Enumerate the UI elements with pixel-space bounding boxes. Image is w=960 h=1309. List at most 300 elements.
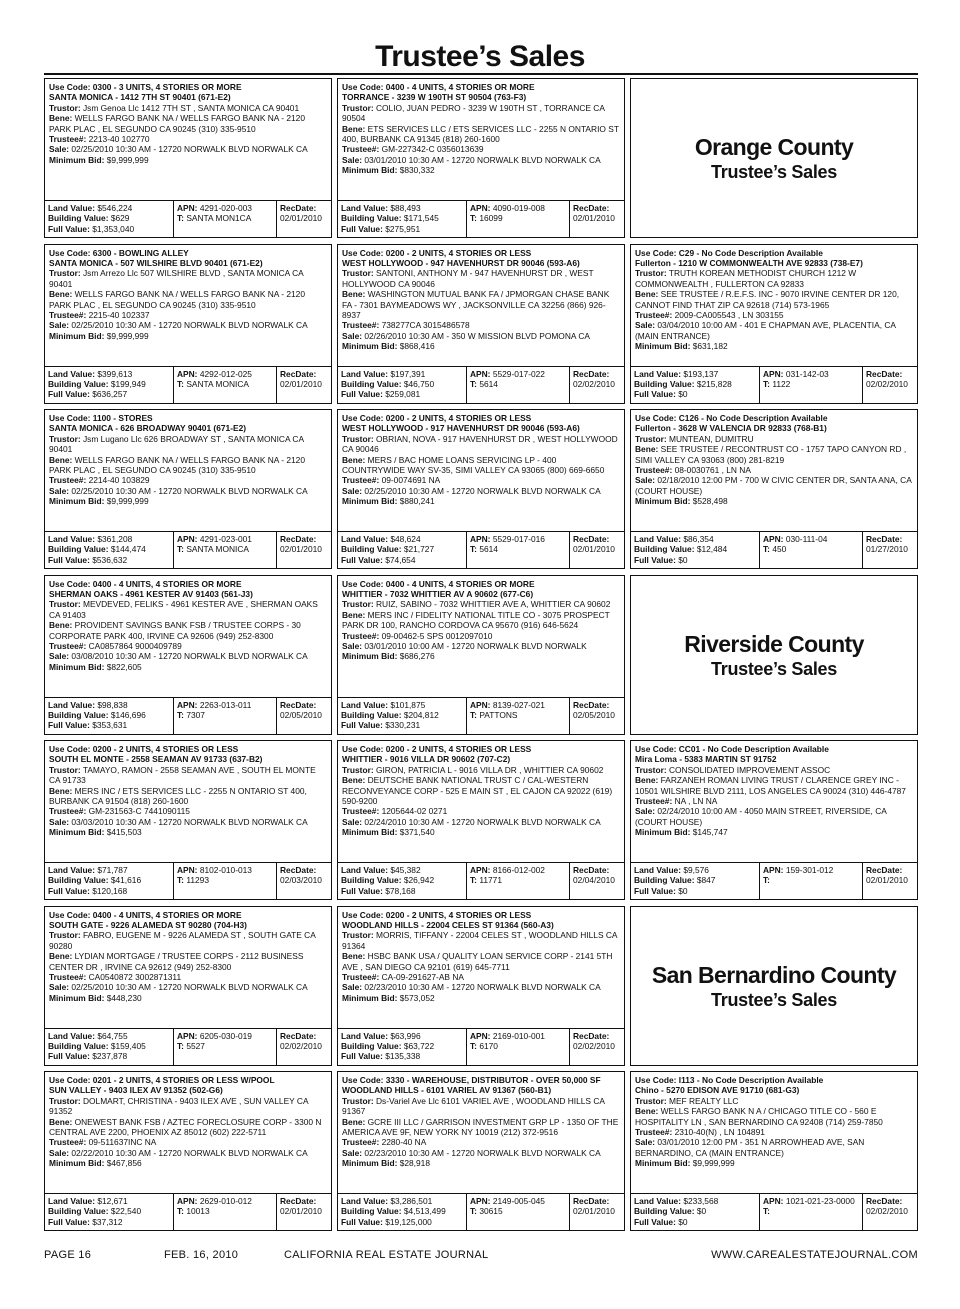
sale-info-value: 02/18/2010 12:00 PM - 700 W CIVIC CENTER DR, SANTA ANA, CA (COURT HOUSE) <box>635 475 912 496</box>
listing-body <box>342 910 620 1028</box>
apn <box>470 865 566 875</box>
trustee-number-value: 2213-40 102770 <box>88 134 150 145</box>
building-value-label: Building Value: <box>341 875 402 886</box>
minimum-bid <box>49 155 327 165</box>
recdate-cell <box>569 1194 624 1230</box>
building-value-label: Building Value: <box>48 544 109 555</box>
property-address <box>49 589 327 599</box>
apn-value: 2629-010-012 <box>199 1196 252 1206</box>
apn-value: 1021-021-23-0000 <box>785 1196 855 1206</box>
trustor <box>49 930 327 951</box>
use-code-label: Use Code: <box>635 1075 677 1085</box>
values-cell <box>45 1029 173 1065</box>
building-value-value: $12,484 <box>696 544 728 555</box>
use-code-value: I113 - No Code Description Available <box>678 1075 824 1085</box>
building-value-value: $146,696 <box>110 709 146 720</box>
sale-info-value: 02/25/2010 10:30 AM - 12720 NORWALK BLVD NORWALK CA <box>71 320 308 331</box>
land-value <box>48 1196 170 1206</box>
building-value-label: Building Value: <box>341 378 402 389</box>
trustor <box>342 268 620 289</box>
beneficiary-label: Bene: <box>342 775 366 786</box>
listing-body <box>342 579 620 697</box>
recdate-label <box>866 1196 914 1206</box>
tract-label: T: <box>470 1206 477 1217</box>
full-value <box>48 1051 170 1061</box>
trustor-label: Trustor: <box>342 764 374 775</box>
use-code-label: Use Code: <box>342 247 384 258</box>
tract <box>177 1206 273 1216</box>
listing-body <box>342 248 620 366</box>
apn-cell <box>466 367 569 403</box>
land-value-label: Land Value: <box>341 368 389 379</box>
trustor <box>49 599 327 620</box>
sale-info-value: 03/03/2010 10:30 AM - 12720 NORWALK BLVD NORWALK CA <box>71 816 308 827</box>
building-value-label: Building Value: <box>48 1040 109 1051</box>
minimum-bid-label: Minimum Bid: <box>49 992 105 1003</box>
tract <box>177 1041 273 1051</box>
beneficiary <box>49 1117 327 1138</box>
sale-info-value: 02/25/2010 10:30 AM - 12720 NORWALK BLVD NORWALK CA <box>71 982 308 993</box>
full-value-value: $330,231 <box>385 720 421 731</box>
recdate-value: 02/01/2010 <box>573 544 615 555</box>
use-code-value: 0400 - 4 UNITS, 4 STORIES OR MORE <box>92 909 242 920</box>
trustee-number-value: 2280-40 NA <box>381 1137 427 1148</box>
listing-body <box>635 413 913 531</box>
sale-info <box>635 1137 913 1158</box>
beneficiary-value: WELLS FARGO BANK N A / CHICAGO TITLE CO - 560 E HOSPITALITY LN , SAN BERNARDINO CA 92408 (714) 259-7850 <box>635 1106 883 1127</box>
land-value-label: Land Value: <box>341 1030 389 1041</box>
beneficiary-value: FARZANEH ROMAN LIVING TRUST / CLARENCE GREY INC - 10501 WILSHIRE BLVD 2111, LOS ANGELES CA 90024 (310) 446-4787 <box>635 775 906 796</box>
property-address-value: SUN VALLEY - 9403 ILEX AV 91352 (502-G6) <box>49 1085 223 1096</box>
san-bernardino-county-header-subtitle: Trustee’s Sales <box>711 989 837 1010</box>
use-code-label: Use Code: <box>49 413 91 423</box>
apn-cell <box>759 1194 862 1230</box>
minimum-bid-value: $573,052 <box>399 992 435 1003</box>
building-value-value: $46,750 <box>403 378 435 389</box>
recdate-label-text: RecDate: <box>280 699 317 710</box>
minimum-bid <box>49 1158 327 1168</box>
trustee-number-value: GM-227342-C 0356013639 <box>381 144 484 155</box>
listing-body <box>342 1075 620 1193</box>
land-value-value: $546,224 <box>97 203 133 213</box>
property-address <box>49 920 327 930</box>
minimum-bid <box>635 496 913 506</box>
use-code <box>49 744 327 754</box>
recdate-cell <box>862 1194 917 1230</box>
land-value-value: $98,838 <box>97 699 128 710</box>
minimum-bid-label: Minimum Bid: <box>342 165 398 176</box>
apn <box>177 700 273 710</box>
trustor-value: GIRON, PATRICIA L - 9016 VILLA DR , WHITTIER CA 90602 <box>375 764 604 775</box>
beneficiary-label: Bene: <box>49 113 73 124</box>
recdate-value: 02/02/2010 <box>573 378 615 389</box>
tract-label: T: <box>177 709 184 720</box>
trustee-number-label: Trustee#: <box>49 475 87 486</box>
values-cell <box>631 863 759 899</box>
building-value-value: $204,812 <box>403 709 439 720</box>
apn <box>763 1196 859 1206</box>
sale-info-label: Sale: <box>49 816 70 827</box>
sale-info-label: Sale: <box>342 1147 363 1158</box>
full-value-value: $0 <box>678 554 688 565</box>
minimum-bid-label: Minimum Bid: <box>635 496 691 507</box>
building-value <box>48 544 170 554</box>
apn-cell <box>173 698 276 734</box>
tract <box>177 875 273 885</box>
property-address <box>49 1085 327 1095</box>
land-value-value: $233,568 <box>683 1196 719 1206</box>
title-rule <box>44 73 918 75</box>
tract-value: 5614 <box>479 378 498 389</box>
apn-label: APN: <box>470 699 491 710</box>
full-value-label: Full Value: <box>341 223 383 234</box>
building-value <box>48 1041 170 1051</box>
use-code-label: Use Code: <box>342 909 384 920</box>
full-value <box>341 1051 463 1061</box>
trustee-number-label: Trustee#: <box>635 1127 673 1138</box>
building-value <box>341 544 463 554</box>
property-address-value: SANTA MONICA - 626 BROADWAY 90401 (671-E2) <box>49 423 247 434</box>
values-table <box>45 366 331 403</box>
tract <box>763 544 859 554</box>
beneficiary-label: Bene: <box>49 951 73 962</box>
recdate-cell <box>276 698 331 734</box>
listing-record <box>630 1071 918 1231</box>
beneficiary-value: PROVIDENT SAVINGS BANK FSB / TRUSTEE CORPS - 30 CORPORATE PARK 400, IRVINE CA 92606 (949) 252-8300 <box>49 620 301 641</box>
land-value <box>341 369 463 379</box>
apn-value: 4291-020-003 <box>199 203 252 213</box>
full-value <box>634 555 756 565</box>
trustee-number <box>342 806 620 816</box>
trustee-number <box>635 796 913 806</box>
apn-label: APN: <box>470 1196 491 1206</box>
land-value-value: $45,382 <box>390 865 421 875</box>
land-value-label: Land Value: <box>48 368 96 379</box>
listing-body <box>49 82 327 200</box>
beneficiary-value: GCRE III LLC / GARRISON INVESTMENT GRP LP - 1350 OF THE AMERICA AVE 9F, NEW YORK NY 10019 (212) 372-9516 <box>342 1116 619 1138</box>
apn-label: APN: <box>470 203 491 213</box>
minimum-bid <box>635 1158 913 1168</box>
land-value <box>634 534 756 544</box>
building-value-value: $199,949 <box>110 378 146 389</box>
use-code-label: Use Code: <box>635 247 677 258</box>
full-value-label: Full Value: <box>48 223 90 234</box>
property-address-value: SANTA MONICA - 507 WILSHIRE BLVD 90401 (671-E2) <box>49 257 263 268</box>
use-code-label: Use Code: <box>49 1075 91 1085</box>
sale-info-label: Sale: <box>342 330 363 341</box>
recdate-label-text: RecDate: <box>866 534 903 544</box>
tract-value: 6170 <box>479 1040 498 1051</box>
sale-info-label: Sale: <box>342 982 363 993</box>
property-address-value: WOODLAND HILLS - 22004 CELES ST 91364 (560-A3) <box>342 919 554 930</box>
use-code-value: 0300 - 3 UNITS, 4 STORIES OR MORE <box>92 82 242 92</box>
recdate-value: 02/05/2010 <box>573 709 615 720</box>
trustee-number-value: GM-231563-C 7441090115 <box>88 806 190 817</box>
building-value <box>634 379 756 389</box>
use-code <box>635 744 913 754</box>
use-code <box>49 248 327 258</box>
tract <box>177 544 273 554</box>
trustor-value: OBRIAN, NOVA - 917 HAVENHURST DR , WEST HOLLYWOOD CA 90046 <box>342 433 618 455</box>
land-value-value: $3,286,501 <box>390 1196 433 1206</box>
beneficiary-label: Bene: <box>49 785 73 796</box>
values-cell <box>631 1194 759 1230</box>
full-value-value: $1,353,040 <box>92 223 135 234</box>
full-value-value: $135,338 <box>385 1051 421 1062</box>
trustor-label: Trustor: <box>342 1095 374 1106</box>
minimum-bid-label: Minimum Bid: <box>342 341 398 352</box>
apn <box>470 1196 566 1206</box>
recdate-label <box>280 700 328 710</box>
listing-body <box>49 413 327 531</box>
recdate-cell <box>569 201 624 237</box>
listing-body <box>49 1075 327 1193</box>
use-code <box>342 579 620 589</box>
values-table <box>45 1193 331 1230</box>
beneficiary-label: Bene: <box>342 289 366 300</box>
beneficiary <box>342 124 620 145</box>
building-value-value: $21,727 <box>403 544 435 555</box>
property-address <box>342 423 620 433</box>
values-cell <box>45 201 173 237</box>
apn <box>470 1031 566 1041</box>
tract <box>177 379 273 389</box>
beneficiary-label: Bene: <box>342 951 366 962</box>
listing-body <box>342 82 620 200</box>
tract <box>763 875 859 885</box>
listing-record <box>44 740 332 900</box>
minimum-bid <box>342 165 620 175</box>
recdate-label-text: RecDate: <box>866 368 903 379</box>
tract-label: T: <box>177 1206 184 1217</box>
full-value <box>634 1217 756 1227</box>
property-address <box>49 423 327 433</box>
apn-label: APN: <box>177 534 198 544</box>
land-value-label: Land Value: <box>48 534 96 544</box>
recdate-cell <box>862 532 917 568</box>
property-address <box>635 1085 913 1095</box>
listing-record <box>337 906 625 1066</box>
beneficiary-value: WASHINGTON MUTUAL BANK FA / JPMORGAN CHASE BANK FA - 7301 BAYMEADOWS WY , JACKSONVILLE CA 32256 (866) 926-8937 <box>342 289 610 320</box>
recdate-label-text: RecDate: <box>280 1030 317 1041</box>
property-address-value: WEST HOLLYWOOD - 917 HAVENHURST DR 90046 (593-A6) <box>342 423 580 434</box>
values-table <box>338 862 624 899</box>
building-value-value: $144,474 <box>110 544 146 555</box>
apn-cell <box>466 1194 569 1230</box>
use-code-label: Use Code: <box>49 578 91 589</box>
full-value-value: $536,632 <box>92 554 128 565</box>
property-address <box>342 92 620 102</box>
building-value-label: Building Value: <box>48 378 109 389</box>
page-title: Trustee’s Sales <box>375 40 585 73</box>
apn <box>470 203 566 213</box>
full-value-value: $120,168 <box>92 885 128 896</box>
trustee-number-label: Trustee#: <box>49 309 87 320</box>
building-value-label: Building Value: <box>341 1206 402 1217</box>
listing-record <box>630 740 918 900</box>
beneficiary <box>342 1117 620 1138</box>
sale-info-value: 02/24/2010 10:30 AM - 12720 NORWALK BLVD NORWALK CA <box>364 816 601 827</box>
use-code-value: C29 - No Code Description Available <box>678 247 823 258</box>
values-table <box>45 1028 331 1065</box>
building-value-label: Building Value: <box>341 709 402 720</box>
full-value-label: Full Value: <box>48 554 90 565</box>
recdate-value: 01/27/2010 <box>866 544 908 555</box>
sale-info-label: Sale: <box>49 485 70 496</box>
sale-info <box>49 1148 327 1158</box>
land-value <box>634 369 756 379</box>
apn <box>763 369 859 379</box>
property-address <box>635 423 913 433</box>
apn <box>177 369 273 379</box>
building-value-value: $215,828 <box>696 378 732 389</box>
recdate-label <box>573 1031 621 1041</box>
apn-label: APN: <box>177 368 198 379</box>
values-cell <box>338 698 466 734</box>
sale-info <box>342 982 620 992</box>
trustee-number <box>49 1137 327 1147</box>
use-code-value: 0400 - 4 UNITS, 4 STORIES OR MORE <box>385 578 535 589</box>
trustor <box>49 765 327 786</box>
apn <box>177 1031 273 1041</box>
recdate-cell <box>862 863 917 899</box>
use-code-value: 3330 - WAREHOUSE, DISTRIBUTOR - OVER 50,000 SF <box>385 1075 601 1085</box>
values-cell <box>338 201 466 237</box>
recdate-label-text: RecDate: <box>573 368 610 379</box>
recdate-cell <box>276 1029 331 1065</box>
full-value <box>48 1217 170 1227</box>
sale-info-label: Sale: <box>635 475 656 486</box>
minimum-bid <box>342 496 620 506</box>
use-code <box>342 744 620 754</box>
beneficiary-label: Bene: <box>635 775 659 786</box>
tract-label: T: <box>470 709 477 720</box>
tract-value: SANTA MONICA <box>186 544 249 555</box>
minimum-bid-label: Minimum Bid: <box>635 827 691 838</box>
beneficiary <box>342 610 620 631</box>
sale-info <box>342 641 620 651</box>
listing-record <box>44 1071 332 1231</box>
trustee-number-value: CA0857864 9000409789 <box>88 640 182 651</box>
apn-label: APN: <box>763 1196 784 1206</box>
listing-record <box>337 409 625 569</box>
listing-record <box>44 409 332 569</box>
land-value-label: Land Value: <box>48 1030 96 1041</box>
property-address <box>635 754 913 764</box>
values-cell <box>338 1194 466 1230</box>
trustee-number <box>49 972 327 982</box>
property-address <box>49 754 327 764</box>
recdate-value: 02/01/2010 <box>280 544 322 555</box>
minimum-bid <box>49 331 327 341</box>
journal-name: CALIFORNIA REAL ESTATE JOURNAL <box>284 1249 489 1261</box>
apn-cell <box>466 698 569 734</box>
use-code-value: 0200 - 2 UNITS, 4 STORIES OR LESS <box>385 909 532 920</box>
listing-record <box>44 575 332 735</box>
minimum-bid-label: Minimum Bid: <box>635 1158 691 1169</box>
use-code-label: Use Code: <box>49 909 91 920</box>
trustee-number <box>342 320 620 330</box>
property-address <box>635 258 913 268</box>
full-value <box>634 389 756 399</box>
use-code <box>635 248 913 258</box>
trustor <box>635 765 913 775</box>
apn-label: APN: <box>470 368 491 379</box>
listing-body <box>49 910 327 1028</box>
minimum-bid-label: Minimum Bid: <box>342 496 398 507</box>
land-value <box>341 203 463 213</box>
beneficiary <box>49 786 327 807</box>
trustor-value: COLIO, JUAN PEDRO - 3239 W 190TH ST , TORRANCE CA 90504 <box>342 102 605 124</box>
listing-body <box>49 248 327 366</box>
trustee-number-label: Trustee#: <box>342 475 380 486</box>
apn-label: APN: <box>470 865 491 875</box>
sale-info-value: 02/26/2010 10:30 AM - 350 W MISSION BLVD POMONA CA <box>364 330 590 341</box>
beneficiary-label: Bene: <box>342 1116 366 1127</box>
use-code-label: Use Code: <box>49 744 91 754</box>
minimum-bid-value: $822,605 <box>106 661 142 672</box>
minimum-bid-label: Minimum Bid: <box>49 330 105 341</box>
tract-value: PATTONS <box>479 709 518 720</box>
tract <box>470 379 566 389</box>
apn-value: 030-111-04 <box>785 534 828 544</box>
minimum-bid-value: $631,182 <box>692 341 728 352</box>
tract-value: 5614 <box>479 544 498 555</box>
full-value-label: Full Value: <box>634 554 676 565</box>
full-value-value: $0 <box>678 389 688 400</box>
trustor <box>342 1096 620 1117</box>
recdate-label <box>573 203 621 213</box>
beneficiary-label: Bene: <box>342 454 366 465</box>
full-value <box>341 886 463 896</box>
tract <box>763 1206 859 1216</box>
apn-value: 2149-005-045 <box>492 1196 545 1206</box>
minimum-bid <box>635 341 913 351</box>
apn <box>177 203 273 213</box>
building-value-value: $0 <box>696 1206 707 1217</box>
sale-info-label: Sale: <box>49 1147 70 1158</box>
use-code <box>342 1075 620 1085</box>
use-code-label: Use Code: <box>635 744 677 754</box>
building-value-value: $41,616 <box>110 875 142 886</box>
use-code-label: Use Code: <box>342 744 384 754</box>
recdate-label <box>280 1196 328 1206</box>
full-value-label: Full Value: <box>48 1051 90 1062</box>
use-code-label: Use Code: <box>49 82 91 92</box>
trustor <box>49 1096 327 1117</box>
minimum-bid-value: $9,999,999 <box>106 154 149 165</box>
tract <box>470 1206 566 1216</box>
minimum-bid-value: $830,332 <box>399 165 435 176</box>
use-code-label: Use Code: <box>49 247 91 258</box>
listing-record <box>337 740 625 900</box>
land-value-label: Land Value: <box>341 1196 389 1206</box>
recdate-label-text: RecDate: <box>280 865 317 875</box>
recdate-label-text: RecDate: <box>866 865 903 875</box>
sale-info-value: 02/24/2010 10:00 AM - 4050 MAIN STREET, RIVERSIDE, CA (COURT HOUSE) <box>635 806 887 827</box>
trustor <box>49 268 327 289</box>
minimum-bid-label: Minimum Bid: <box>342 1158 398 1169</box>
values-table <box>45 200 331 237</box>
trustor-value: FABRO, EUGENE M - 9226 ALAMEDA ST , SOUTH GATE CA 90280 <box>49 930 316 951</box>
trustor-value: Jsm Arrezo Llc 507 WILSHIRE BLVD , SANTA MONICA CA 90401 <box>49 268 304 289</box>
apn-cell <box>173 863 276 899</box>
building-value <box>48 213 170 223</box>
use-code-value: 0201 - 2 UNITS, 4 STORIES OR LESS W/POOL <box>92 1075 275 1085</box>
tract-value: 16099 <box>479 213 503 224</box>
apn-value: 5529-017-022 <box>492 368 545 379</box>
minimum-bid-label: Minimum Bid: <box>342 827 398 838</box>
